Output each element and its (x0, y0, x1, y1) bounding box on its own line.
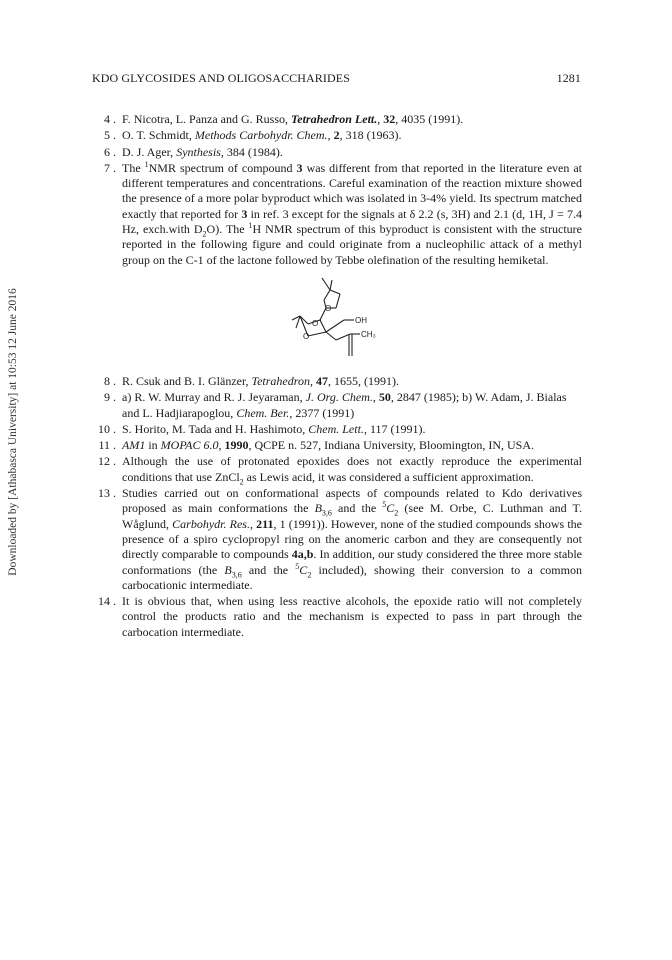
reference-text: S. Horito, M. Tada and H. Hashimoto, Chem. Lett., 117 (1991). (122, 421, 426, 436)
reference-item-5 (88, 128, 582, 143)
reference-item-6 (88, 145, 582, 160)
reference-text: It is obvious that, when using less reactive alcohols, the epoxide ratio will not completely control the products ratio and the mechanism is expected to pass in part through the carbocation intermediate. (122, 594, 582, 639)
reference-item-13 (88, 486, 582, 593)
ref-journal: Tetrahedron Lett. (291, 112, 378, 126)
download-watermark (7, 150, 21, 710)
reference-text: R. Csuk and B. I. Glänzer, Tetrahedron, 47, 1655, (1991). (122, 373, 399, 388)
reference-text: AM1 in MOPAC 6.0, 1990, QCPE n. 527, Indiana University, Bloomington, IN, USA. (122, 438, 534, 453)
reference-text (122, 145, 582, 160)
structure-label-ch3: CH₃ (361, 329, 376, 339)
reference-text (122, 128, 582, 143)
ref-tail: , 318 (1963). (339, 128, 402, 143)
reference-number: 5 . (104, 128, 116, 143)
reference-number: 7 . (104, 160, 116, 175)
reference-list (88, 112, 582, 640)
byproduct-structure-figure (278, 274, 388, 366)
reference-number: 6 . (104, 144, 116, 159)
ref-authors: D. J. Ager, (122, 144, 177, 159)
reference-item-10 (88, 422, 582, 437)
reference-item-11 (88, 438, 582, 453)
reference-text: a) R. W. Murray and R. J. Jeyaraman, J. Org. Chem., 50, 2847 (1985); b) W. Adam, J. Bialas and L. Hadjiarapoglou, Chem. Ber., 2377 (1991) (122, 390, 567, 420)
reference-text: The $^1$NMR spectrum of compound 3 was different from that reported in the literature even at different temperatures and concentrations. Careful examination of the reaction mixture showed the presence of a more polar byproduct which was isolated in 3-4% yield. Its spectrum matched exactly that reported for 3 in ref. 3 except for the signals at δ 2.2 (s, 3H) and 2.1 (d, 1H, J = 7.4 Hz, exch.with $D_2O$). The $^1$H NMR spectrum of this byproduct is consistent with the structure reported in the following figure and could originate from a nucleophilic attack of a methyl group on the C-1 of the lactone followed by Tebbe olefination of the resulting hemiketal. (122, 159, 583, 267)
reference-number: 4 . (104, 112, 116, 126)
ref-tail: , 384 (1984). (220, 144, 283, 159)
ref-volume: 2 (333, 128, 340, 143)
reference-number: 13 . (98, 486, 116, 501)
reference-item-7 (88, 161, 582, 268)
structure-label-o1: O (325, 303, 332, 313)
ref-authors: F. Nicotra, L. Panza and G. Russo, (122, 112, 292, 126)
ref-journal: Synthesis (176, 144, 221, 159)
reference-text (122, 112, 582, 127)
reference-item-14 (88, 594, 582, 640)
reference-item-4 (88, 112, 582, 127)
running-header (92, 71, 581, 86)
reference-number: 10 . (98, 421, 116, 436)
reference-number: 11 . (98, 438, 116, 453)
running-title: KDO GLYCOSIDES AND OLIGOSACCHARIDES (92, 71, 350, 85)
reference-number: 14 . (98, 594, 116, 609)
reference-text: Although the use of protonated epoxides does not exactly reproduce the experimental conditions that use ZnCl$_2$ as Lewis acid, it was considered a sufficient approximation. (122, 454, 582, 487)
ref-volume: 32 (383, 112, 396, 126)
structure-label-o3: O (303, 331, 310, 341)
ref-sep: , (377, 112, 384, 126)
reference-number: 8 . (104, 373, 116, 388)
ref-tail: , 4035 (1991). (395, 112, 464, 126)
reference-item-12 (88, 454, 582, 485)
page-number: 1281 (556, 71, 581, 85)
structure-bonds (292, 278, 360, 356)
ref-journal: Methods Carbohydr. Chem. (194, 128, 328, 143)
reference-number: 12 . (98, 454, 116, 469)
reference-item-8 (88, 374, 582, 389)
ref-authors: O. T. Schmidt, (122, 128, 195, 143)
structure-label-oh: OH (355, 315, 367, 325)
structure-label-o2: O (312, 318, 319, 328)
reference-text: Studies carried out on conformational aspects of compounds related to Kdo derivatives proposed as main conformations the $B_{3,6}$ and the $^5C_2$ (see M. Orbe, C. Luthman and T. Wåglund, Carbohydr. Res., 211, 1 (1991)). However, none of the studied compounds shows the presence of a spiro cyclopropyl ring on the anomeric carbon and they are consequently not directly comparable to compounds 4a,b. In addition, our study considered the three more stable conformations (the $B_{3,6}$ and the $^5C_2$ included), showing their conversion to a common carbocationic intermediate. (122, 486, 583, 592)
reference-item-9 (88, 390, 582, 421)
ref-sep: , (327, 128, 334, 143)
download-watermark-text: Downloaded by [Athabasca University] at 10:53 12 June 2016 (7, 288, 19, 576)
reference-number: 9 . (104, 390, 116, 405)
